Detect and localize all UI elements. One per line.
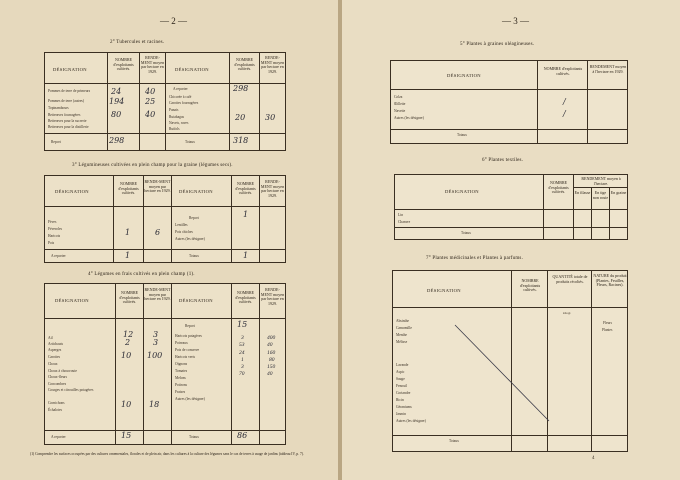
row-label: Camomille [396, 326, 412, 330]
header-nombre: NOMBRE d'exploitants cultivés. [548, 180, 569, 195]
section-title: 5° Plantes à graines oléagineuses. [460, 42, 535, 47]
row-label: Jasmin [396, 412, 406, 416]
handwritten-value: 30 [265, 113, 276, 122]
handwritten-value: 298 [109, 136, 125, 145]
left-page [0, 0, 338, 480]
row-label: Artichauts [48, 342, 63, 346]
row-label: Autres (les désigner) [396, 419, 426, 423]
handwritten-value: 40 [267, 371, 273, 377]
row-label: Potirons [175, 383, 187, 387]
row-label-report: Report [189, 216, 199, 220]
header-designation: DÉSIGNATION [179, 189, 213, 194]
handwritten-value: 15 [121, 431, 132, 440]
row-label: Colza [394, 95, 403, 99]
header-rendement: RENDE-MENT moyen par hectare en 1929. [144, 179, 171, 194]
row-label: Chicorée à café [169, 95, 192, 99]
row-label: Choux-fleurs [48, 375, 67, 379]
row-label: Géraniums [396, 405, 412, 409]
row-label: Ail [48, 336, 53, 340]
handwritten-value: / [563, 97, 566, 106]
unit-label: kilogr. [563, 311, 572, 315]
row-label: Menthe [396, 333, 407, 337]
handwritten-value: 70 [239, 371, 245, 377]
table-legumineuses [44, 175, 286, 263]
row-label: Aspic [396, 370, 405, 374]
row-label: Autres (les désigner) [394, 116, 424, 120]
row-label: Échalotes [48, 408, 62, 412]
row-label-totaux: Totaux [449, 439, 459, 443]
header-designation: DÉSIGNATION [427, 288, 461, 293]
handwritten-value: 1 [125, 228, 131, 237]
diagonal-strike-line [453, 323, 551, 423]
row-label: Œillette [394, 102, 406, 106]
handwritten-value: 6 [155, 228, 161, 237]
row-label-totaux: Totaux [189, 254, 199, 258]
row-label: Lin [398, 213, 403, 217]
row-label: Coriandre [396, 391, 411, 395]
row-label: Navets, raves [169, 121, 189, 125]
row-label-areporter: A reporter [173, 87, 188, 91]
handwritten-value: 318 [233, 136, 249, 145]
header-nombre: NOMBRE d'exploitants cultivés. [543, 66, 583, 76]
handwritten-value: 40 [145, 87, 156, 96]
row-label: Chanvre [398, 220, 411, 224]
table-oleagineuses [390, 60, 628, 144]
row-label: Tomates [175, 369, 188, 373]
header-designation: DÉSIGNATION [179, 298, 213, 303]
header-nombre: NOMBRE d'exploitants cultivés. [235, 181, 256, 196]
handwritten-value: 400 [267, 335, 276, 341]
header-designation: DÉSIGNATION [53, 67, 87, 72]
header-tige: En tige non rouie [592, 190, 609, 200]
row-label: Carottes [48, 355, 60, 359]
page-mark: 4 [592, 456, 595, 461]
handwritten-value: 80 [111, 110, 122, 119]
section-title: 7° Plantes médicinales et Plantes à parfums. [426, 256, 524, 261]
table-tubercules [44, 52, 286, 151]
row-label: Pommes de terre de primeurs [48, 89, 91, 93]
handwritten-value: 40 [267, 342, 273, 348]
row-label: Poireaux [175, 341, 188, 345]
header-quantite: QUANTITÉ totale de produits récoltés. [552, 274, 588, 284]
row-label: Betteraves pour la distillerie [48, 125, 89, 129]
header-designation: DÉSIGNATION [175, 67, 209, 72]
handwritten-value: 1 [125, 251, 131, 260]
row-label: Absinthe [396, 319, 409, 323]
handwritten-value: 100 [147, 351, 163, 360]
row-label: Panais [169, 108, 179, 112]
header-nombre: NOMBRE d'exploitants cultivés. [113, 57, 134, 72]
header-rendement: RENDE-MENT moyen par hectare en 1929. [140, 55, 165, 74]
handwritten-value: 24 [239, 350, 245, 356]
row-label: Betteraves pour la sucrerie [48, 119, 87, 123]
row-label-areporter: A reporter [51, 435, 66, 439]
header-rendement: RENDEMENT moyen à l'hectare en 1929. [589, 64, 627, 74]
row-label: Oignons [175, 362, 188, 366]
header-designation: DÉSIGNATION [445, 189, 479, 194]
page-number: — 2 — [160, 16, 187, 26]
handwritten-value: 194 [109, 97, 125, 106]
row-label: Courges et citrouilles potagères [48, 388, 94, 392]
nature-value: Plantes [602, 328, 613, 332]
row-label: Carottes fourragères [169, 101, 199, 105]
row-label: Asperges [48, 348, 62, 352]
row-label: Autres (les désigner) [175, 397, 205, 401]
handwritten-value: / [563, 109, 566, 118]
row-label: Concombres [48, 382, 67, 386]
row-label: Sauge [396, 377, 405, 381]
table-medicinales [392, 270, 628, 452]
handwritten-value: 150 [267, 364, 276, 370]
header-filasse: En filasse [574, 190, 591, 195]
handwritten-value: 160 [267, 350, 276, 356]
section-title: 2° Tubercules et racines. [110, 40, 165, 45]
row-label: Betteraves fourragères [48, 113, 81, 117]
row-label: Cornichons [48, 401, 65, 405]
row-label: Pommes de terre (autres) [48, 99, 85, 103]
handwritten-value: 298 [233, 84, 249, 93]
header-nombre: NOMBRE d'exploitants cultivés. [119, 290, 140, 305]
handwritten-value: 3 [153, 338, 159, 347]
row-label-totaux: Totaux [185, 140, 195, 144]
row-label: Rutabagas [169, 115, 184, 119]
header-rendement: RENDE-MENT moyen par hectare en 1929. [144, 287, 171, 302]
handwritten-value: 53 [239, 342, 245, 348]
row-label: Fenouil [396, 384, 407, 388]
header-rendement: RENDE-MENT moyen par hectare en 1929. [260, 179, 285, 198]
row-label: Pois chiches [175, 230, 193, 234]
row-label: Choux à choucroute [48, 369, 77, 373]
row-label: Pois [48, 241, 55, 245]
handwritten-value: 10 [121, 400, 132, 409]
row-label-totaux: Totaux [189, 435, 199, 439]
handwritten-value: 20 [235, 113, 246, 122]
row-label: Fèves [48, 220, 57, 224]
row-label-report: Report [51, 140, 61, 144]
page-number: — 3 — [502, 16, 529, 26]
row-label: Ricin [396, 398, 404, 402]
handwritten-value: 3 [153, 330, 159, 339]
row-label: Féveroles [48, 227, 62, 231]
header-nombre: NOMBRE d'exploitants cultivés. [519, 278, 541, 293]
row-label: Pois de conserve [175, 348, 200, 352]
row-label-totaux: Totaux [457, 133, 467, 137]
nature-value: Fleurs [603, 321, 612, 325]
header-rendement: RENDEMENT moyen à l'hectare. [581, 176, 621, 186]
row-label: Mélisse [396, 340, 408, 344]
handwritten-value: 2 [125, 338, 131, 347]
handwritten-value: 3 [241, 335, 244, 341]
row-label: Haricots potagères [175, 334, 202, 338]
handwritten-value: 15 [237, 320, 248, 329]
footnote: (1) Comprendre les surfaces occupées par des cultures ornementales, florales et de plein air, dans les cultures à la culture des légumes sans le cas de terres à usage de jardins (tableau IV, p. 7). [30, 452, 304, 456]
row-label: Autres (les désigner) [175, 237, 205, 241]
row-label: Choux [48, 362, 58, 366]
handwritten-value: 40 [145, 110, 156, 119]
row-label: Lavande [396, 363, 409, 367]
handwritten-value: 18 [149, 400, 160, 409]
row-label: Haricots verts [175, 355, 196, 359]
handwritten-value: 1 [243, 251, 249, 260]
row-label: Fraises [175, 390, 186, 394]
row-label-totaux: Totaux [461, 231, 471, 235]
header-nombre: NOMBRE d'exploitants cultivés. [118, 181, 139, 196]
header-designation: DÉSIGNATION [447, 73, 481, 78]
header-designation: DÉSIGNATION [55, 189, 89, 194]
handwritten-value: 10 [121, 351, 132, 360]
section-title: 6° Plantes textiles. [482, 158, 524, 163]
section-title: 4° Légumes en frais cultivés en plein champ (1). [88, 272, 195, 277]
row-label: Lentilles [175, 223, 188, 227]
handwritten-value: 12 [123, 330, 134, 339]
row-label-areporter: A reporter [51, 254, 66, 258]
row-label-report: Report [185, 324, 195, 328]
header-rendement: RENDE-MENT moyen par hectare en 1929. [260, 55, 285, 74]
header-nature: NATURE du produit (Plantes, Feuilles, Fleurs, Racines). [593, 273, 627, 288]
row-label: Topinambours [48, 106, 69, 110]
handwritten-value: 86 [237, 431, 248, 440]
handwritten-value: 1 [241, 357, 244, 363]
header-graine: En graine [610, 190, 627, 195]
header-nombre: NOMBRE d'exploitants cultivés. [234, 57, 255, 72]
row-label: Melons [175, 376, 186, 380]
handwritten-value: 1 [243, 210, 249, 219]
right-page [342, 0, 680, 480]
section-title: 3° Légumineuses cultivées en plein champ pour la graine (légumes secs). [72, 163, 233, 168]
handwritten-value: 25 [145, 97, 156, 106]
header-designation: DÉSIGNATION [55, 298, 89, 303]
row-label: Haricots [48, 234, 61, 238]
handwritten-value: 3 [241, 364, 244, 370]
row-label: Navette [394, 109, 406, 113]
header-nombre: NOMBRE d'exploitants cultivés. [235, 290, 256, 305]
handwritten-value: 80 [269, 357, 275, 363]
table-legumes-frais [44, 283, 286, 445]
table-textiles [394, 174, 628, 240]
row-label: Rutfols [169, 127, 180, 131]
handwritten-value: 24 [111, 87, 122, 96]
header-rendement: RENDE-MENT moyen par hectare en 1929. [260, 287, 285, 306]
